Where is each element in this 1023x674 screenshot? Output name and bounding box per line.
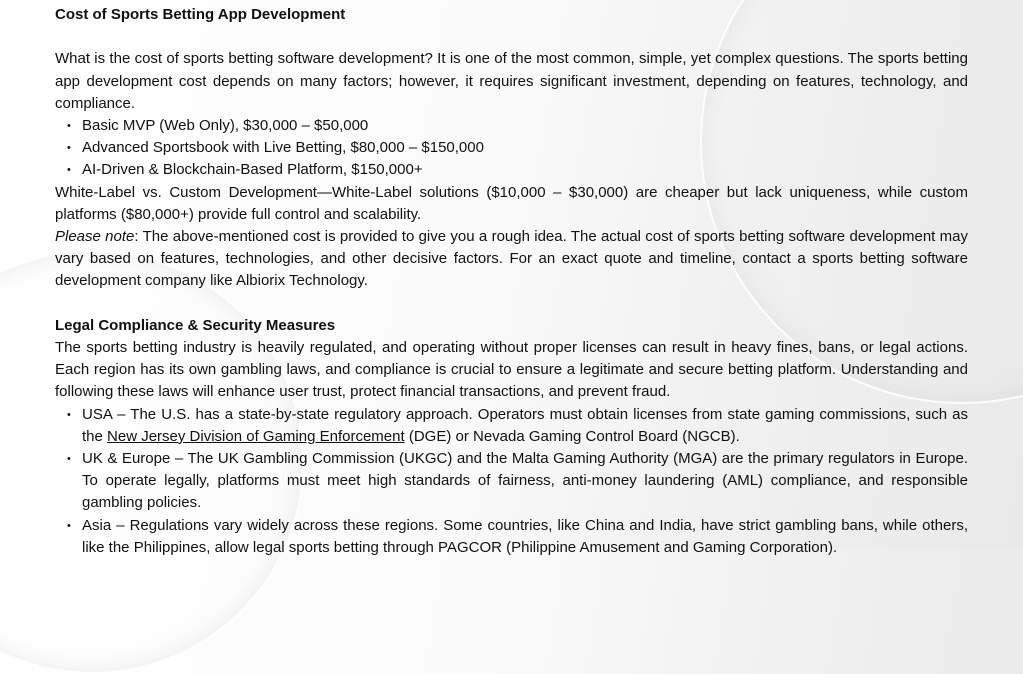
list-item: • Basic MVP (Web Only), $30,000 – $50,000 bbox=[82, 115, 968, 137]
list-item-uk-europe: • UK & Europe – The UK Gambling Commission (UKGC) and the Malta Gaming Authority (MGA) are the primary regulators in Europe. To operate legally, platforms must meet high standards of fairness, anti-money laundering (AML) compliance, and responsible gambling policies. bbox=[82, 448, 968, 515]
note-text: : The above-mentioned cost is provided to give you a rough idea. The actual cost of sports betting software development may vary based on features, technologies, and other decisive factors. For an exact quote and timeline, contact a sports betting software development company like Albiorix Technology. bbox=[55, 228, 968, 290]
nj-dge-link[interactable]: New Jersey Division of Gaming Enforcement bbox=[107, 427, 405, 445]
whitelabel-paragraph: White-Label vs. Custom Development—White-Label solutions ($10,000 – $30,000) are cheaper but lack uniqueness, while custom platforms ($80,000+) provide full control and scalability. bbox=[55, 183, 968, 223]
cost-bullet-list bbox=[55, 115, 968, 182]
list-item-usa bbox=[82, 404, 968, 448]
legal-intro-paragraph: The sports betting industry is heavily regulated, and operating without proper licenses can result in heavy fines, bans, or legal actions. Each region has its own gambling laws, and compliance is crucial to ensure a legitimate and secure betting platform. Understanding and following these laws will enhance user trust, protect financial transactions, and prevent fraud. bbox=[55, 339, 968, 401]
spacer bbox=[55, 26, 968, 48]
cost-heading: Cost of Sports Betting App Development bbox=[55, 6, 346, 23]
note-label: Please note bbox=[55, 228, 135, 246]
list-item: • Advanced Sportsbook with Live Betting, $80,000 – $150,000 bbox=[82, 137, 968, 159]
usa-text: USA – The U.S. has a state-by-state regulatory approach. Operators must obtain licenses from state gaming commissions, such as the bbox=[82, 405, 968, 445]
usa-text-end: (DGE) or Nevada Gaming Control Board (NGCB). bbox=[404, 427, 740, 445]
region-bullet-list bbox=[55, 404, 968, 559]
list-item: • AI-Driven & Blockchain-Based Platform, $150,000+ bbox=[82, 159, 968, 181]
note-paragraph bbox=[55, 226, 968, 293]
spacer bbox=[55, 293, 968, 315]
legal-heading: Legal Compliance & Security Measures bbox=[55, 316, 336, 334]
article-body bbox=[55, 4, 968, 559]
cost-intro-paragraph: What is the cost of sports betting software development? It is one of the most common, simple, yet complex questions. The sports betting app development cost depends on many factors; however, it requires significant investment, depending on features, technology, and compliance. bbox=[55, 50, 968, 112]
list-item-asia: • Asia – Regulations vary widely across these regions. Some countries, like China and India, have strict gambling bans, while others, like the Philippines, allow legal sports betting through PAGCOR (Philippine Amusement and Gaming Corporation). bbox=[82, 515, 968, 559]
